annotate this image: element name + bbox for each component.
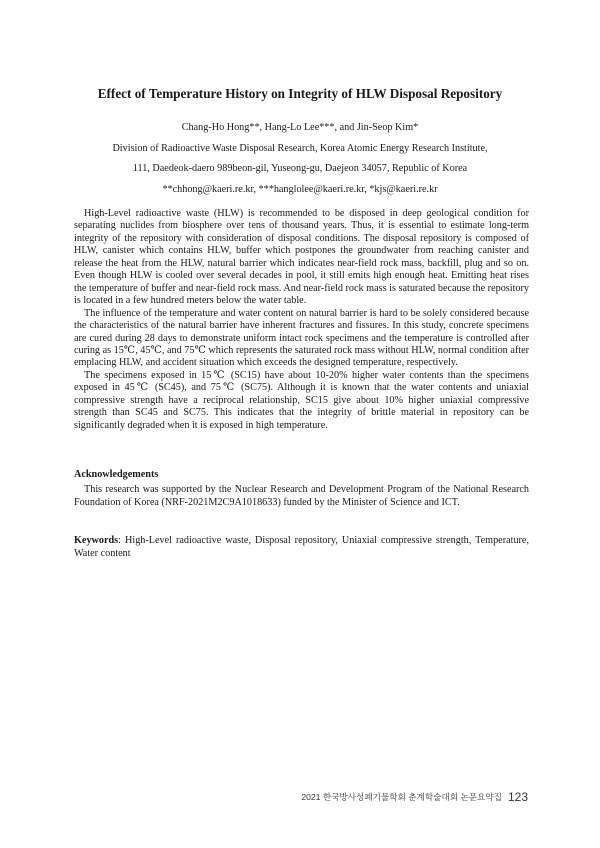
author-names: Chang-Ho Hong**, Hang-Lo Lee***, and Jin-Seop Kim* — [181, 122, 419, 133]
abstract-paragraph-1: High-Level radioactive waste (HLW) is recommended to be disposed in deep geological condition for separating nuclides from biosphere over tens of thousand years. Thus, it is essential to estimate long-term integrity of the repository with consideration of disposal conditions. The disposal repository is composed of HLW, canister which contains HLW, buffer which postpones the groundwater from reaching canister and release the heat from the HLW, natural barrier which indicates near-field rock mass, backfill, plug and so on. Even though HLW is cooled over several decades in pool, it still emits high enough heat. Emitting heat rises the temperature of buffer and near-field rock mass. And near-field rock mass is saturated because the repository is located in a few hundred meters below the water table. — [74, 208, 529, 307]
acknowledgements-heading: Acknowledgements — [74, 469, 159, 480]
author-emails: **chhong@kaeri.re.kr, ***hanglolee@kaeri.re.kr, *kjs@kaeri.re.kr — [162, 183, 438, 195]
page-number: 123 — [507, 790, 528, 804]
proceedings-title: 2021 한국방사성폐기물학회 춘계학술대회 논문요약집 — [301, 792, 502, 802]
abstract-body — [74, 208, 529, 432]
author-block — [60, 118, 540, 200]
abstract-paragraph-2: The influence of the temperature and water content on natural barrier is hard to be solely considered because the characteristics of the natural barrier have inherent fractures and fissures. In this study, concrete specimens are cured during 28 days to demonstrate uniform intact rock specimens and the temperature is controlled after curing as 15℃, 45℃, and 75℃ which represents the saturated rock mass without HLW, normal condition after emplacing HLW, and accident situation which exceeds the designed temperature, respectively. — [74, 307, 529, 369]
keywords-label: Keywords — [74, 535, 119, 546]
page-footer — [301, 790, 528, 804]
keywords-block — [74, 535, 529, 560]
paper-title: Effect of Temperature History on Integrity of HLW Disposal Repository — [97, 86, 503, 101]
keywords-text: : High-Level radioactive waste, Disposal repository, Uniaxial compressive strength, Temperature, Water content — [74, 535, 529, 559]
abstract-paragraph-3: The specimens exposed in 15℃ (SC15) have about 10-20% higher water contents than the specimens exposed in 45℃ (SC45), and 75℃ (SC75). Although it is known that the water contents and uniaxial compressive strength have a reciprocal relationship, SC15 give about 10% higher uniaxial compressive strength than SC45 and SC75. This indicates that the integrity of brittle material in repository can be significantly degraded when it is exposed in high temperature. — [74, 369, 529, 431]
acknowledgements-body: This research was supported by the Nuclear Research and Development Program of the National Research Foundation of Korea (NRF-2021M2C9A1018633) funded by the Minister of Science and ICT. — [74, 484, 529, 508]
author-affiliation: Division of Radioactive Waste Disposal Research, Korea Atomic Energy Research Institute, — [112, 142, 488, 154]
author-address: 111, Daedeok-daero 989beon-gil, Yuseong-gu, Daejeon 34057, Republic of Korea — [132, 163, 468, 174]
